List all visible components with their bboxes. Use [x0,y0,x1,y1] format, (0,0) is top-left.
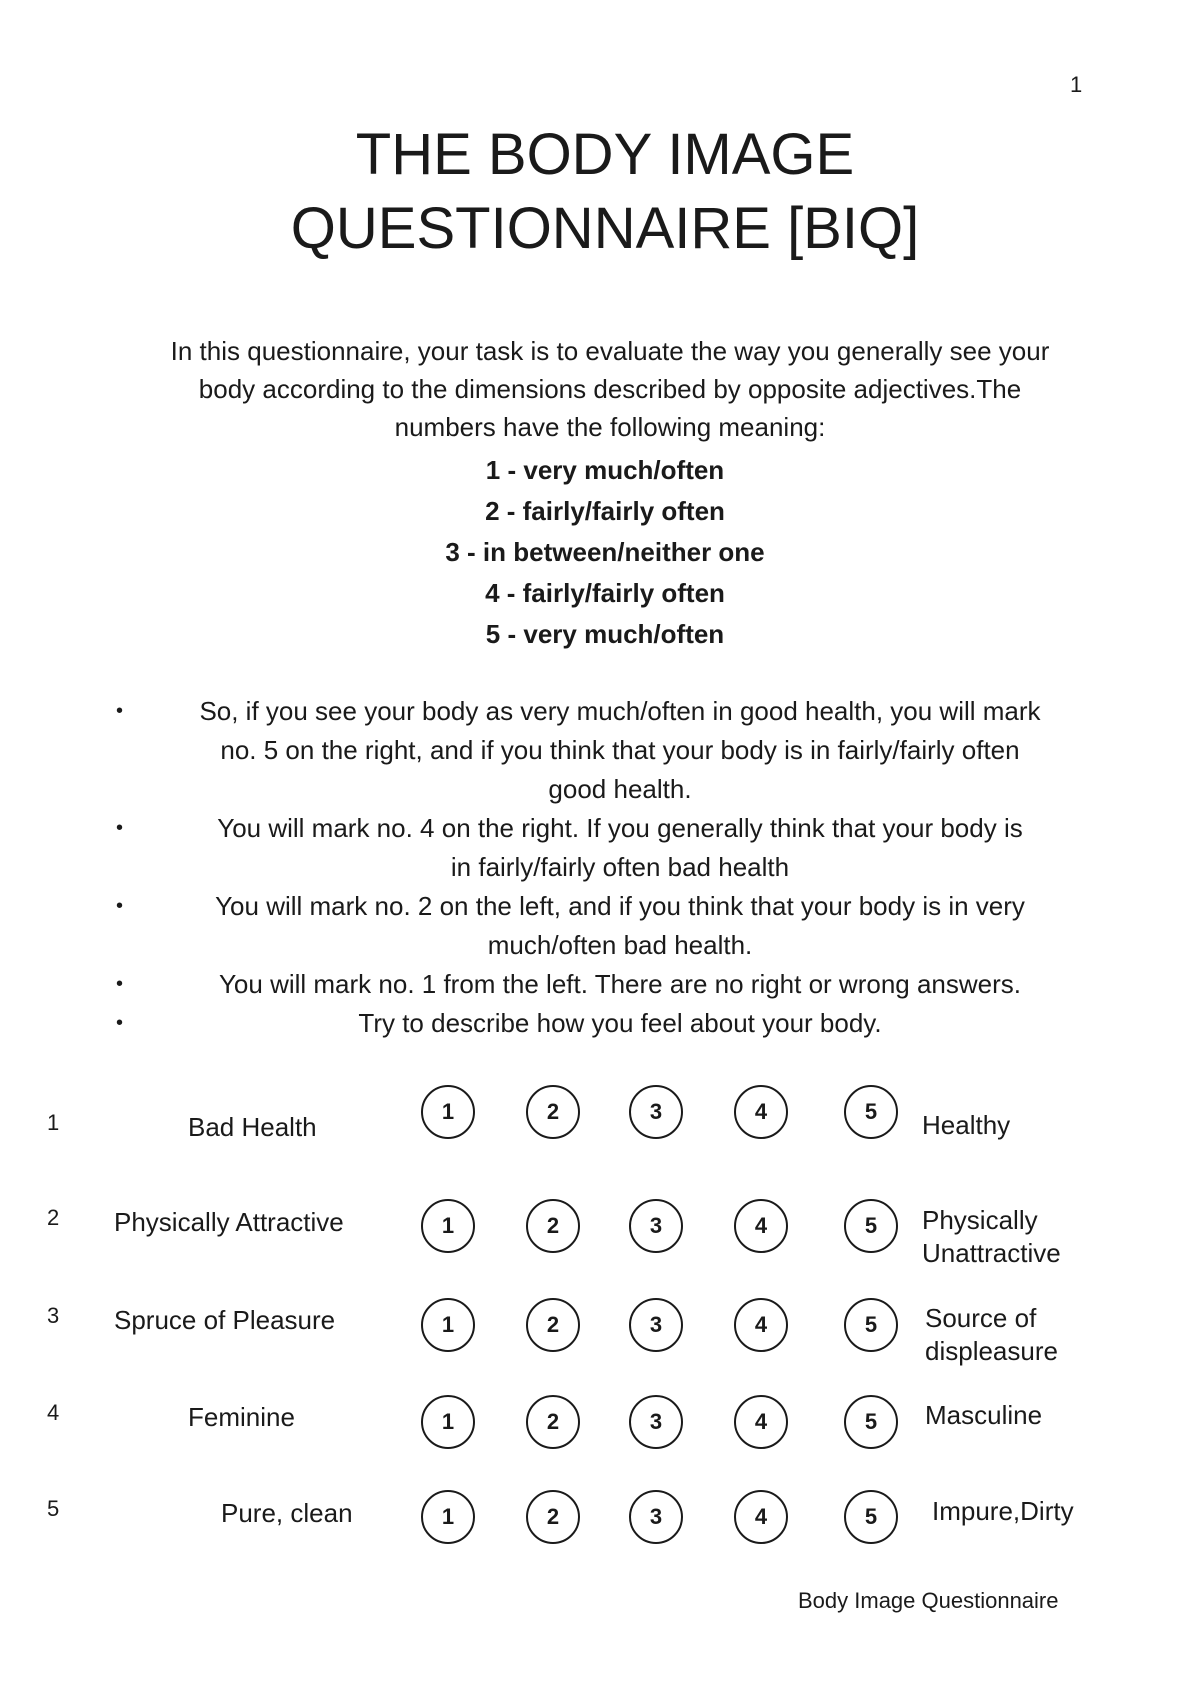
bullet-line: You will mark no. 2 on the left, and if you think that your body is in very [215,891,1025,921]
rating-option-5[interactable]: 5 [844,1490,898,1544]
right-adjective-line: Source of [925,1303,1037,1333]
right-adjective-line: displeasure [925,1336,1058,1366]
left-adjective: Spruce of Pleasure [114,1305,336,1335]
left-adjective: Pure, clean [221,1498,353,1528]
bullet-line: You will mark no. 1 from the left. There are no right or wrong answers. [218,969,1022,999]
bullet-line: much/often bad health. [487,930,753,960]
rating-option-1[interactable]: 1 [421,1298,475,1352]
rating-option-3[interactable]: 3 [629,1395,683,1449]
rating-option-1[interactable]: 1 [421,1085,475,1139]
right-adjective-line: Impure,Dirty [932,1496,1074,1526]
bullet-item [110,965,1090,1004]
rating-option-5[interactable]: 5 [844,1298,898,1352]
scale-legend-item-1: 1 - very much/often [485,455,725,485]
rating-option-4[interactable]: 4 [734,1199,788,1253]
page-title [0,118,1200,266]
scale-legend-item-2: 2 - fairly/fairly often [485,496,725,526]
scale-legend-item-4: 4 - fairly/fairly often [485,578,725,608]
item-number: 3 [47,1303,60,1328]
left-adjective: Feminine [188,1402,295,1432]
bullet-line: You will mark no. 4 on the right. If you generally think that your body is [217,813,1023,843]
bullet-item [110,809,1090,887]
bullet-line: good health. [548,774,692,804]
instructions-paragraph [110,332,1110,446]
right-adjective-line: Masculine [925,1400,1043,1430]
questionnaire-item-3 [0,1293,1200,1366]
rating-option-5[interactable]: 5 [844,1085,898,1139]
rating-option-3[interactable]: 3 [629,1490,683,1544]
scale-legend-item-5: 5 - very much/often [485,619,725,649]
bullet-item [110,887,1090,965]
instruction-bullets [110,692,1090,1043]
questionnaire-item-4 [0,1390,1200,1460]
scale-legend-item-3: 3 - in between/neither one [445,537,765,567]
rating-option-1[interactable]: 1 [421,1490,475,1544]
bullet-item [110,1004,1090,1043]
left-adjective: Physically Attractive [114,1207,344,1237]
rating-option-2[interactable]: 2 [526,1085,580,1139]
item-number: 1 [47,1110,60,1135]
bullet-line: in fairly/fairly often bad health [450,852,790,882]
bullet-line: So, if you see your body as very much/often in good health, you will mark [199,696,1041,726]
item-number: 4 [47,1400,60,1425]
instructions-line: numbers have the following meaning: [394,412,826,442]
right-adjective [932,1495,1074,1528]
rating-option-3[interactable]: 3 [629,1085,683,1139]
rating-option-4[interactable]: 4 [734,1298,788,1352]
right-adjective [925,1399,1042,1432]
bullet-icon: • [116,973,124,995]
rating-option-5[interactable]: 5 [844,1199,898,1253]
title-line-2: QUESTIONNAIRE [BIQ] [290,196,920,261]
bullet-icon: • [116,895,124,917]
bullet-icon: • [116,700,124,722]
rating-option-4[interactable]: 4 [734,1490,788,1544]
rating-option-1[interactable]: 1 [421,1199,475,1253]
rating-option-2[interactable]: 2 [526,1395,580,1449]
instructions-line: body according to the dimensions described by opposite adjectives.The [198,374,1022,404]
questionnaire-item-1 [0,1080,1200,1150]
scale-legend [0,450,1200,655]
rating-option-1[interactable]: 1 [421,1395,475,1449]
right-adjective [922,1204,1061,1270]
questionnaire-item-5 [0,1484,1200,1554]
right-adjective [922,1109,1010,1142]
right-adjective-line: Unattractive [922,1238,1061,1268]
questionnaire-item-2 [0,1195,1200,1268]
rating-option-2[interactable]: 2 [526,1490,580,1544]
bullet-line: no. 5 on the right, and if you think that your body is in fairly/fairly often [220,735,1020,765]
page-footer: Body Image Questionnaire [798,1588,1059,1613]
item-number: 2 [47,1205,60,1230]
bullet-item [110,692,1090,809]
rating-option-5[interactable]: 5 [844,1395,898,1449]
bullet-line: Try to describe how you feel about your body. [358,1008,882,1038]
item-number: 5 [47,1496,60,1521]
instructions-line: In this questionnaire, your task is to evaluate the way you generally see your [170,336,1050,366]
rating-option-4[interactable]: 4 [734,1085,788,1139]
bullet-icon: • [116,817,124,839]
rating-option-3[interactable]: 3 [629,1199,683,1253]
page-number: 1 [1070,72,1083,97]
right-adjective-line: Healthy [922,1110,1011,1140]
bullet-icon: • [116,1012,124,1034]
rating-option-4[interactable]: 4 [734,1395,788,1449]
left-adjective: Bad Health [188,1112,317,1142]
right-adjective [925,1302,1058,1368]
rating-option-2[interactable]: 2 [526,1298,580,1352]
title-line-1: THE BODY IMAGE [355,122,855,187]
rating-option-2[interactable]: 2 [526,1199,580,1253]
right-adjective-line: Physically [922,1205,1038,1235]
rating-option-3[interactable]: 3 [629,1298,683,1352]
